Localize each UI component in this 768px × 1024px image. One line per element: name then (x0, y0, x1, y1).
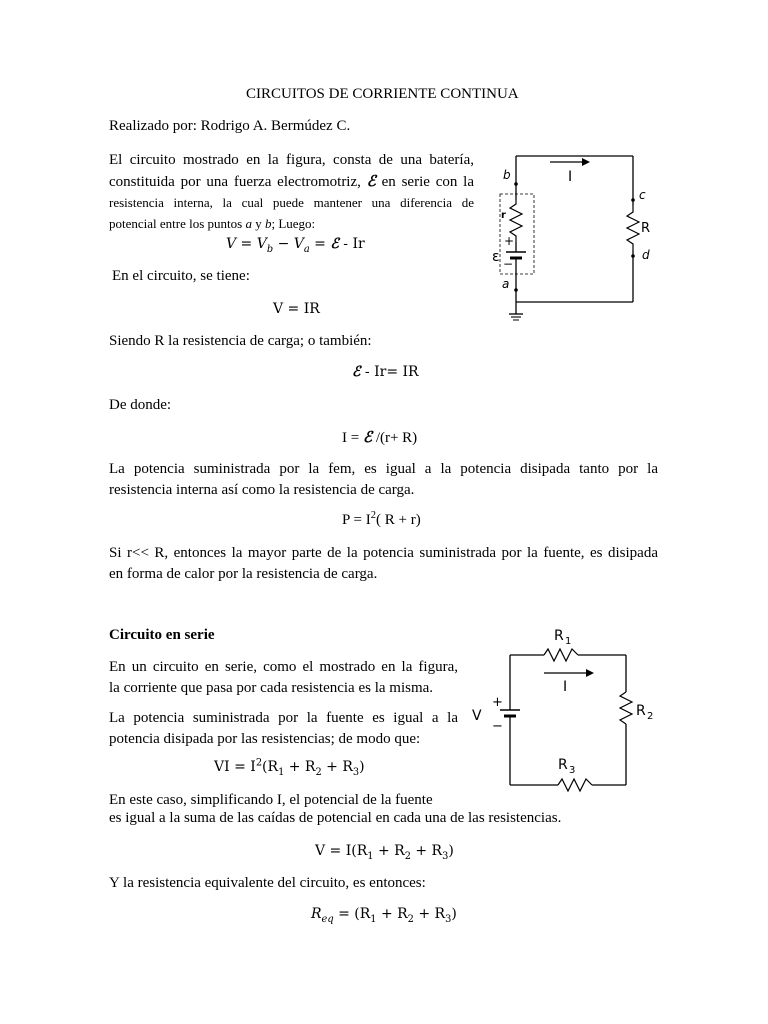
equation-terminal-voltage: $V = V_b - V_a$ = ℰ - Ir (226, 236, 365, 255)
intro-line-1: El circuito mostrado en la figura, consta de una batería, (109, 152, 474, 168)
svg-text:3: 3 (569, 765, 576, 776)
equation-series-power: VI = $I^2(R_1 + R_2 + R_3)$ (214, 757, 365, 778)
si-r-paragraph (109, 543, 658, 585)
si-r-line-2: en forma de calor por la resistencia de carga. (109, 566, 378, 582)
svg-text:R: R (558, 757, 568, 773)
svg-text:R: R (554, 628, 564, 644)
svg-text:ε: ε (492, 249, 500, 265)
document-title: CIRCUITOS DE CORRIENTE CONTINUA (246, 86, 519, 102)
equiv-text: Y la resistencia equivalente del circuito, es entonces: (109, 875, 426, 891)
intro-line-2: constituida por una fuerza electromotriz, ℰ en serie con la (109, 172, 474, 190)
svg-text:c: c (639, 188, 646, 202)
serie-paragraph-3-line-2: es igual a la suma de las caídas de potencial en cada una de las resistencias. (109, 810, 562, 826)
si-r-line-1: Si r<< R, entonces la mayor parte de la potencia suministrada por la fuente, es disipada (109, 545, 658, 561)
load-resistor-R (627, 206, 639, 250)
svg-text:r: r (501, 210, 506, 221)
intro-paragraph (109, 150, 474, 234)
potencia-line-2: resistencia interna así como la resistencia de carga. (109, 482, 415, 498)
svg-text:2: 2 (647, 711, 654, 722)
node-d (631, 254, 635, 258)
text-de-donde: De donde: (109, 397, 172, 413)
intro-line-3: resistencia interna, la cual puede mantener una diferencia de (109, 195, 474, 210)
svg-text:V: V (472, 708, 482, 724)
svg-text:a: a (502, 277, 510, 291)
potencia-paragraph (109, 459, 658, 501)
battery-circuit-diagram (486, 148, 651, 328)
intro-line-4: potencial entre los puntos a y b; Luego: (109, 216, 316, 231)
svg-text:R: R (636, 703, 646, 719)
equation-power: $P = I^2$( R + r) (342, 510, 421, 528)
svg-text:+: + (504, 234, 515, 248)
series-circuit-diagram (468, 622, 668, 804)
author-line: Realizado por: Rodrigo A. Bermúdez C. (109, 118, 351, 134)
emf-symbol: ℰ (366, 172, 376, 190)
svg-text:I: I (568, 169, 573, 185)
serie-paragraph-2: La potencia suministrada por la fuente es igual a la potencia disipada por las resistencias; de modo que: (109, 710, 458, 747)
equation-current: I = ℰ /(r+ R) (342, 428, 418, 446)
resistor-R2 (620, 692, 632, 724)
node-c (631, 198, 635, 202)
svg-text:R: R (641, 221, 651, 236)
svg-text:I: I (563, 679, 568, 695)
svg-text:1: 1 (565, 636, 572, 647)
serie-heading: Circuito en serie (109, 627, 215, 643)
resistor-R3 (558, 779, 592, 791)
equation-equivalent-resistance: $R_{eq} = (R_1 + R_2 + R_3)$ (311, 906, 457, 925)
equation-v-ir: V = IR (273, 301, 320, 317)
svg-text:b: b (503, 168, 511, 182)
svg-text:−: − (503, 257, 514, 271)
equation-series-voltage: $V = I(R_1 + R_2 + R_3)$ (315, 843, 454, 862)
serie-paragraph-1: En un circuito en serie, como el mostrado en la figura, la corriente que pasa por cada resistencia es la misma. (109, 659, 458, 696)
equation-emf-ir: ℰ - Ir= IR (352, 364, 419, 380)
serie-paragraph-3-line-1: En este caso, simplificando I, el potencial de la fuente (109, 792, 433, 808)
node-a (514, 288, 518, 292)
svg-text:d: d (642, 248, 650, 262)
text-siendo: Siendo R la resistencia de carga; o también: (109, 333, 372, 349)
text-se-tiene: En el circuito, se tiene: (112, 268, 250, 284)
svg-text:−: − (492, 719, 503, 734)
node-b (514, 182, 518, 186)
svg-text:+: + (492, 695, 503, 710)
potencia-line-1: La potencia suministrada por la fem, es igual a la potencia disipada tanto por la (109, 461, 658, 477)
resistor-R1 (544, 649, 578, 661)
